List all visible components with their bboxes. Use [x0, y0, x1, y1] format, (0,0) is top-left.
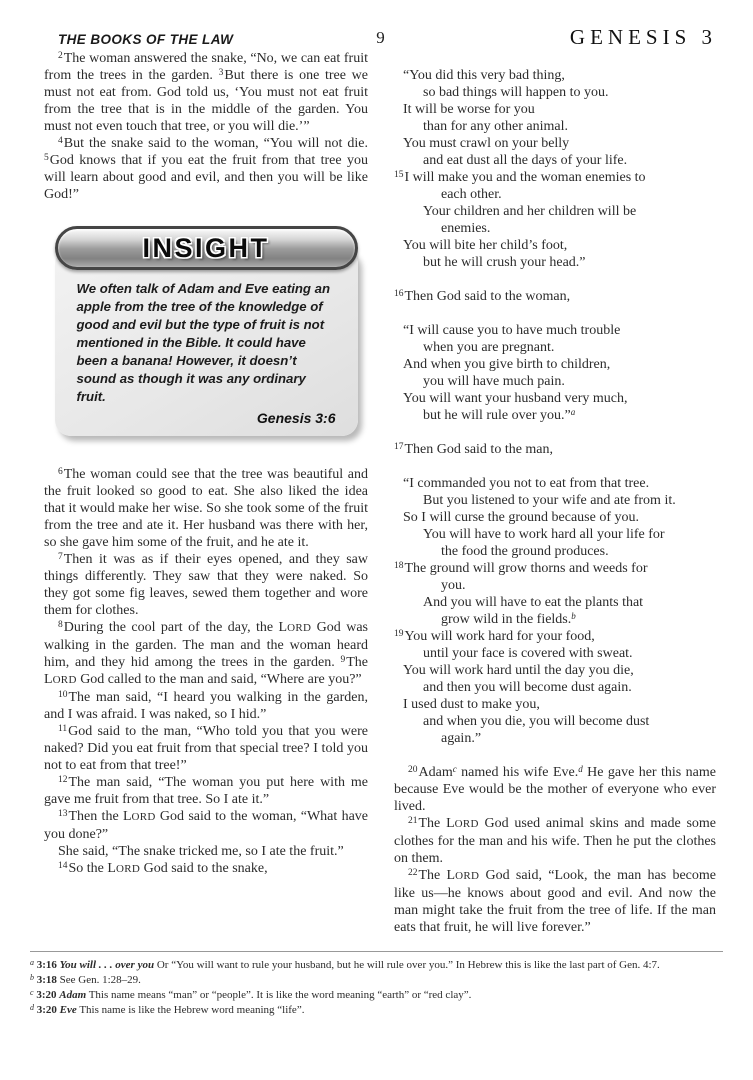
poetry-line: Your children and her children will be	[423, 204, 637, 219]
verse-number: 10	[58, 689, 68, 700]
verse-paragraph: $^{21}$The LORD God used animal skins and made some clothes for the man and his wife. Then he put the clothes on them.	[394, 815, 716, 866]
verse-number: 17	[394, 441, 404, 452]
text-columns	[44, 50, 716, 936]
poetry-line: you.	[441, 578, 466, 593]
poetry-block	[394, 67, 716, 271]
poetry-line: And you will have to eat the plants that	[423, 595, 644, 610]
verse-paragraph: $^6$The woman could see that the tree was beautiful and the fruit looked so good to eat. She also liked the idea that it would make her wise. So she took some of the fruit from the tree and ate it. Her husband was there with her, so she gave him some of the fruit, and he ate it.	[44, 466, 368, 550]
poetry-line: each other.	[441, 187, 502, 202]
verse-number: 5	[44, 152, 49, 163]
verse-paragraph: $^{11}$God said to the man, “Who told you that you were naked? Did you eat fruit from that special tree? I told you not to eat from that tree!”	[44, 723, 368, 773]
verse-number: 19	[394, 628, 404, 639]
footnotes-list	[30, 959, 723, 1018]
poetry-line: I used dust to make you,	[403, 697, 540, 712]
right-column-content	[394, 67, 716, 936]
verse-number: 9	[340, 654, 346, 665]
footnote-marker: d	[30, 1003, 34, 1012]
poetry-line: again.”	[441, 731, 482, 746]
verse-number: 7	[58, 551, 63, 562]
book-chapter-title: GENESIS 3	[569, 25, 717, 49]
section-title: THE BOOKS OF THE LAW	[58, 32, 234, 47]
poetry-line: and then you will become dust again.	[423, 680, 632, 695]
poetry-line: and eat dust all the days of your life.	[423, 153, 628, 168]
verse-paragraph: $^{14}$So the LORD God said to the snake,	[58, 860, 268, 876]
poetry-line: But you listened to your wife and ate from it.	[423, 493, 676, 508]
poetry-line: grow wild in the fields.$^b$	[441, 610, 576, 627]
poetry-line: and when you die, you will become dust	[423, 714, 650, 729]
poetry-line: until your face is covered with sweat.	[423, 646, 633, 661]
verse-number: 13	[58, 808, 68, 819]
insight-body	[55, 248, 358, 436]
verse-paragraph: She said, “The snake tricked me, so I ate the fruit.”	[58, 844, 344, 859]
footnote-marker: d	[578, 763, 583, 774]
left-column-bottom	[44, 466, 368, 878]
verse-number: 4	[58, 135, 63, 146]
poetry-line: And when you give birth to children,	[403, 357, 611, 372]
poetry-line: when you are pregnant.	[423, 340, 555, 355]
page-header	[44, 25, 717, 52]
divine-name-small-caps: LORD	[44, 672, 77, 687]
verse-paragraph: $^{13}$Then the LORD God said to the woman, “What have you done?”	[44, 808, 368, 842]
verse-paragraph: $^{17}$Then God said to the man,	[394, 441, 554, 457]
verse-number: 8	[58, 619, 63, 630]
footnote: $^a$ 3:16 You will . . . over you Or “You will want to rule your husband, but he will rule over you.” In Hebrew this is like the last part of Gen. 4:7.	[30, 958, 660, 971]
footnotes-section	[30, 951, 723, 1019]
right-column	[394, 50, 716, 936]
verse-paragraph: $^{16}$Then God said to the woman,	[394, 288, 571, 304]
insight-title-banner	[55, 226, 358, 270]
verse-paragraph: $^{12}$The man said, “The woman you put here with me gave me fruit from that tree. So I ate it.”	[44, 774, 368, 807]
poetry-line: “You did this very bad thing,	[403, 68, 565, 83]
insight-reference: Genesis 3:6	[256, 410, 336, 426]
verse-paragraph: $^2$The woman answered the snake, “No, we can eat fruit from the trees in the garden. $^3$But there is one tree we must not eat from. God told us, ‘You must not eat fruit from the tree that is in the middle of the garden. You must not even touch that tree, or you will die.’”	[44, 50, 369, 134]
insight-title: INSIGHT	[142, 232, 270, 263]
verse-number: 3	[218, 67, 224, 78]
poetry-line: so bad things will happen to you.	[423, 85, 609, 100]
divine-name-small-caps: LORD	[122, 809, 156, 824]
divine-name-small-caps: LORD	[446, 816, 479, 831]
footnote-marker: b	[30, 973, 34, 982]
poetry-line: “I will cause you to have much trouble	[403, 323, 621, 338]
verse-number: 20	[408, 764, 418, 775]
footnote-marker: a	[30, 958, 34, 967]
verse-number: 22	[408, 867, 418, 878]
verse-number: 21	[408, 815, 418, 826]
left-column-top	[44, 50, 368, 203]
poetry-line: but he will rule over you.”$^a$	[423, 406, 576, 423]
footnote: $^c$ 3:20 Adam This name means “man” or “people”. It is like the word meaning “earth” or “red clay”.	[30, 988, 472, 1001]
verse-number: 2	[58, 50, 63, 61]
poetry-line: $^{15}$I will make you and the woman enemies to	[394, 169, 646, 185]
verse-number: 18	[394, 560, 404, 571]
poetry-line: You will have to work hard all your life for	[423, 527, 665, 542]
verse-number: 15	[394, 169, 404, 180]
divine-name-small-caps: LORD	[107, 861, 141, 876]
footnote-marker: a	[570, 406, 576, 417]
verse-paragraph: $^4$But the snake said to the woman, “You will not die. $^5$God knows that if you eat the fruit from that tree you will learn about good and evil, and then you will be like God!”	[44, 135, 368, 202]
poetry-line: $^{19}$You will work hard for your food,	[394, 628, 595, 644]
poetry-line: So I will curse the ground because of you.	[403, 510, 639, 525]
verse-paragraph: $^{22}$The LORD God said, “Look, the man has become like us—he knows about good and evil. And now the man might take the fruit from the tree of life. If the man eats that fruit, he will live forever.”	[394, 867, 717, 935]
verse-number: 16	[394, 288, 404, 299]
poetry-block	[394, 475, 716, 747]
verse-number: 12	[58, 774, 68, 785]
poetry-line: It will be worse for you	[403, 102, 535, 117]
verse-paragraph: $^8$During the cool part of the day, the LORD God was walking in the garden. The man and the woman heard him, and they hid among the trees in the garden. $^9$The LORD God called to the man and said, “Where are you?”	[44, 619, 368, 687]
footnote-marker: c	[30, 988, 34, 997]
footnote-marker: c	[452, 763, 457, 774]
poetry-line: but he will crush your head.”	[423, 255, 586, 270]
poetry-block	[394, 322, 716, 424]
divine-name-small-caps: LORD	[446, 868, 480, 883]
page-number: 9	[376, 28, 385, 47]
verse-number: 14	[58, 860, 68, 871]
verse-number: 6	[58, 466, 63, 477]
poetry-line: you will have much pain.	[423, 374, 565, 389]
poetry-line: the food the ground produces.	[441, 544, 609, 559]
verse-paragraph: $^{10}$The man said, “I heard you walking in the garden, and I was afraid. I was naked, so I hid.”	[44, 689, 368, 722]
divine-name-small-caps: LORD	[278, 620, 312, 635]
poetry-line: You will work hard until the day you die,	[403, 663, 634, 678]
left-column	[44, 50, 368, 936]
verse-paragraph: $^{20}$Adam$^c$ named his wife Eve.$^d$ He gave her this name because Eve would be the mother of everyone who ever lived.	[394, 763, 716, 814]
poetry-line: “I commanded you not to eat from that tree.	[403, 476, 650, 491]
poetry-line: You will bite her child’s foot,	[403, 238, 568, 253]
poetry-line: enemies.	[441, 221, 491, 236]
poetry-line: $^{18}$The ground will grow thorns and weeds for	[394, 560, 648, 576]
verse-paragraph: $^7$Then it was as if their eyes opened, and they saw things differently. They saw that they were naked. So they got some fig leaves, sewed them together and wore them for clothes.	[44, 551, 368, 618]
footnote: $^b$ 3:18 See Gen. 1:28–29.	[30, 973, 141, 986]
poetry-line: than for any other animal.	[423, 119, 569, 134]
verse-number: 11	[58, 723, 68, 734]
footnote: $^d$ 3:20 Eve This name is like the Hebrew word meaning “life”.	[30, 1003, 305, 1016]
insight-box	[55, 226, 358, 436]
insight-text: We often talk of Adam and Eve eating an apple from the tree of the knowledge of good and evil but the type of fruit is not mentioned in the Bible. It could have been a banana! However, it doesn’t sound as though it was any ordinary fruit.	[76, 281, 331, 404]
footnote-marker: b	[571, 610, 576, 621]
poetry-line: You must crawl on your belly	[403, 136, 570, 151]
poetry-line: You will want your husband very much,	[403, 391, 628, 406]
